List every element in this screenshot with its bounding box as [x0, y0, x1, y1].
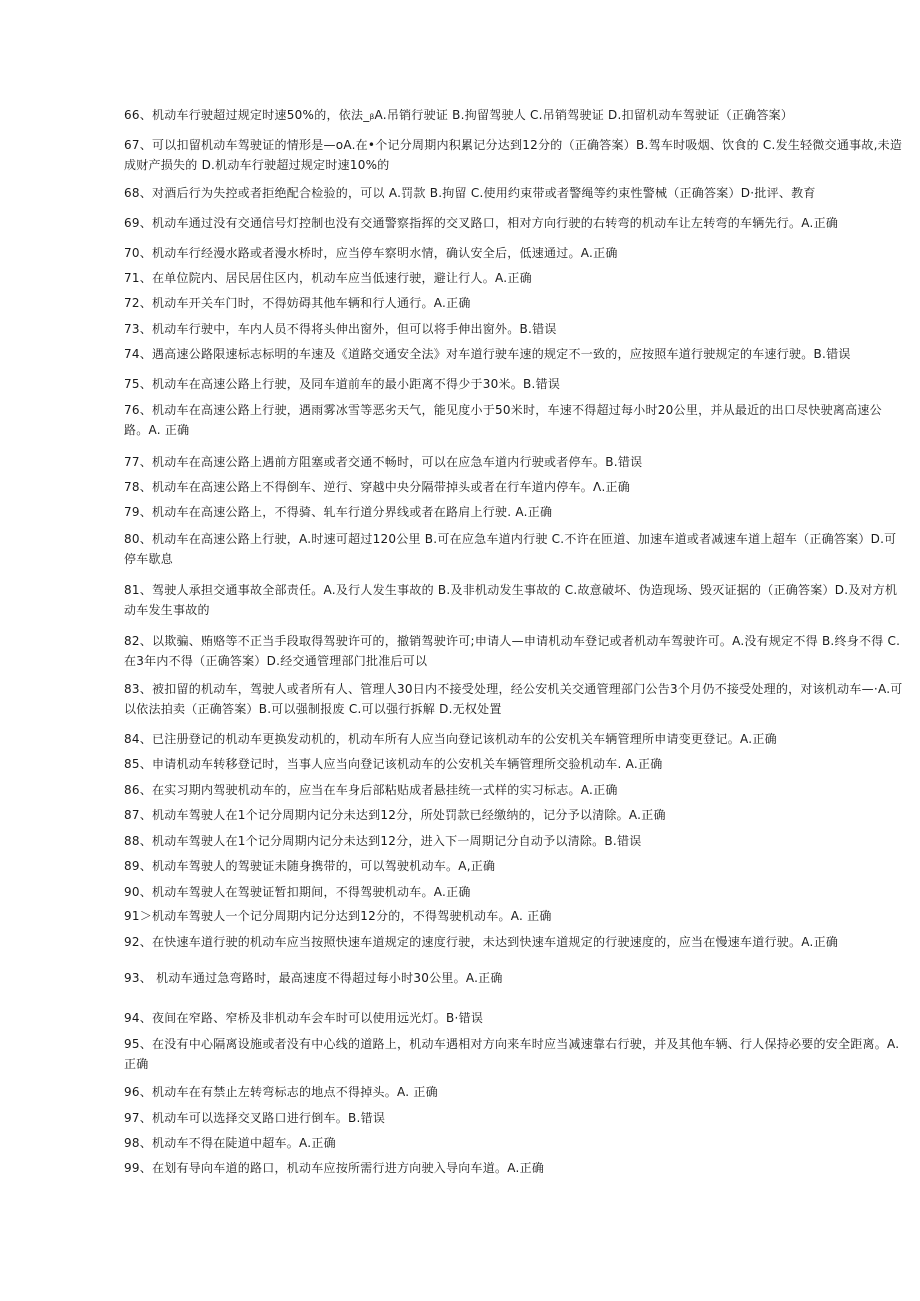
question-86: 86、在实习期内驾驶机动车的，应当在车身后部粘贴成者悬挂统一式样的实习标志。A.正确 — [124, 783, 618, 797]
question-97: 97、机动车可以选择交叉路口进行倒车。B.错误 — [124, 1111, 386, 1125]
question-69: 69、机动车通过没有交通信号灯控制也没有交通警察指挥的交叉路口，相对方向行驶的右转弯的机动车让左转弯的车辆先行。A.正确 — [124, 216, 839, 230]
question-90: 90、机动车驾驶人在驾驶证暂扣期间，不得驾驶机动车。A.正确 — [124, 885, 471, 899]
question-78: 78、机动车在高速公路上不得倒车、逆行、穿越中央分隔带掉头或者在行车道内停车。Λ.正确 — [124, 480, 631, 494]
question-73: 73、机动车行驶中，车内人员不得将头伸出窗外，但可以将手伸出窗外。B.错误 — [124, 322, 557, 336]
question-76: 76、机动车在高速公路上行驶，遇雨雾冰雪等恶劣天气，能见度小于50米时，车速不得超过每小时20公里，并从最近的出口尽快驶离高速公路。A. 正确 — [124, 403, 882, 437]
question-98: 98、机动车不得在陡道中超车。A.正确 — [124, 1136, 336, 1150]
question-77: 77、机动车在高速公路上遇前方阻塞或者交通不畅时，可以在应急车道内行驶或者停车。B.错误 — [124, 455, 643, 469]
question-84: 84、已注册登记的机动车更换发动机的，机动车所有人应当向登记该机动车的公安机关车辆管理所申请变更登记。A.正确 — [124, 732, 777, 746]
question-71: 71、在单位院内、居民居住区内，机动车应当低速行驶，避让行人。A.正确 — [124, 271, 532, 285]
question-72: 72、机动车开关车门时，不得妨碍其他车辆和行人通行。A.正确 — [124, 296, 471, 310]
question-80: 80、机动车在高速公路上行驶，A.时速可超过120公里 B.可在应急车道内行驶 C.不许在匝道、加速车道或者减速车道上超车（正确答案）D.可停车歇息 — [124, 532, 897, 566]
question-95: 95、在没有中心隔离设施或者没有中心线的道路上，机动车遇相对方向来车时应当减速靠右行驶，并及其他车辆、行人保持必要的安全距离。A.正确 — [124, 1037, 900, 1071]
question-99: 99、在划有导向车道的路口，机动车应按所需行进方向驶入导向车道。A.正确 — [124, 1161, 545, 1175]
question-66: 66、机动车行驶超过规定时速50%的，依法_ᵦA.吊销行驶证 B.拘留驾驶人 C.吊销驾驶证 D.扣留机动车驾驶证（正确答案） — [124, 108, 794, 122]
question-87: 87、机动车驾驶人在1个记分周期内记分未达到12分，所处罚款已经缴纳的，记分予以清除。A.正确 — [124, 808, 666, 822]
question-92: 92、在快速车道行驶的机动车应当按照快速车道规定的速度行驶，未达到快速车道规定的行驶速度的，应当在慢速车道行驶。A.正确 — [124, 935, 839, 949]
question-82: 82、以欺骗、贿赂等不正当手段取得驾驶许可的，撤销驾驶许可;申请人—申请机动车登记或者机动车驾驶许可。A.没有规定不得 B.终身不得 C.在3年内不得（正确答案）D.经交通管理部门批准后可以 — [124, 634, 901, 668]
question-81: 81、驾驶人承担交通事故全部责任。A.及行人发生事故的 B.及非机动发生事故的 C.故意破坏、伪造现场、毁灭证据的（正确答案）D.及对方机动车发生事故的 — [124, 583, 898, 617]
question-67: 67、可以扣留机动车驾驶证的情形是—oA.在•个记分周期内积累记分达到12分的（正确答案）B.驾车时吸烟、饮食的 C.发生轻微交通事故,未造成财产损失的 D.机动车行驶超过规定时速10%的 — [124, 138, 903, 172]
question-83: 83、被扣留的机动车，驾驶人或者所有人、管理人30日内不接受处理，经公安机关交通管理部门公告3个月仍不接受处理的，对该机动车—·A.可以依法拍卖（正确答案）B.可以强制报废 C.可以强行拆解 D.无权处置 — [124, 682, 903, 716]
question-85: 85、申请机动车转移登记时，当事人应当向登记该机动车的公安机关车辆管理所交验机动车. A.正确 — [124, 757, 663, 771]
question-70: 70、机动车行经漫水路或者漫水桥时，应当停车察明水情，确认安全后，低速通过。A.正确 — [124, 246, 618, 260]
question-89: 89、机动车驾驶人的驾驶证未随身携带的，可以驾驶机动车。A,正确 — [124, 859, 496, 873]
question-96: 96、机动车在有禁止左转弯标志的地点不得掉头。A. 正确 — [124, 1085, 438, 1099]
question-74: 74、遇高速公路限速标志标明的车速及《道路交通安全法》对车道行驶车速的规定不一致的，应按照车道行驶规定的车速行驶。B.错误 — [124, 347, 851, 361]
question-79: 79、机动车在高速公路上，不得骑、轧车行道分界线或者在路肩上行驶. A.正确 — [124, 505, 553, 519]
question-93: 93、 机动车通过急弯路时，最高速度不得超过每小时30公里。A.正确 — [124, 971, 503, 985]
question-91: 91＞机动车驾驶人一个记分周期内记分达到12分的，不得驾驶机动车。A. 正确 — [124, 909, 552, 923]
question-88: 88、机动车驾驶人在1个记分周期内记分未达到12分，进入下一周期记分自动予以清除。B.错误 — [124, 834, 642, 848]
question-94: 94、夜间在窄路、窄桥及非机动车会车时可以使用远光灯。B·错误 — [124, 1011, 484, 1025]
question-68: 68、对酒后行为失控或者拒绝配合检验的，可以 A.罚款 B.拘留 C.使用约束带或者警绳等约束性警械（正确答案）D·批评、教育 — [124, 186, 816, 200]
question-75: 75、机动车在高速公路上行驶，及同车道前车的最小距离不得少于30米。B.错误 — [124, 377, 561, 391]
